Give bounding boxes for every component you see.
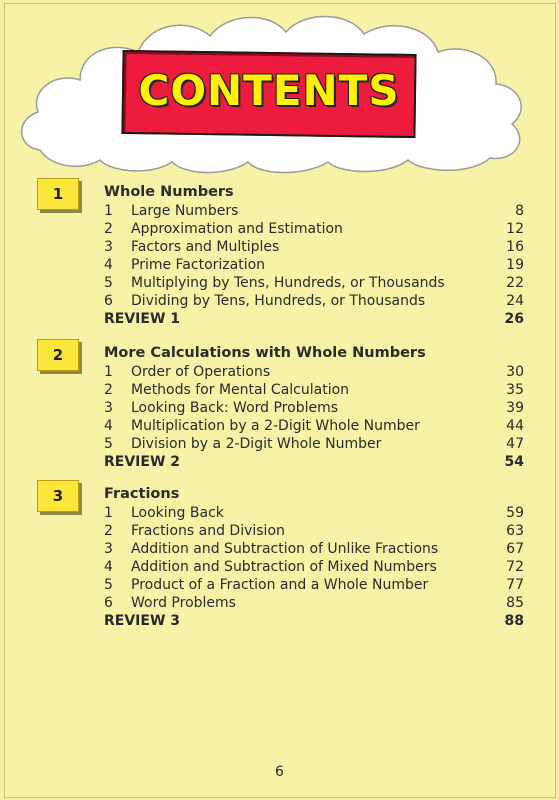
lesson-title: Methods for Mental Calculation	[131, 382, 350, 398]
lesson-title: Large Numbers	[131, 203, 239, 219]
lesson-number: 4	[104, 257, 113, 273]
lesson-number: 3	[104, 541, 113, 557]
review-entry[interactable]	[104, 612, 524, 630]
lesson-title: Looking Back: Word Problems	[131, 400, 339, 416]
lesson-title: Dividing by Tens, Hundreds, or Thousands	[131, 293, 426, 309]
lesson-number: 5	[104, 577, 113, 593]
page-number: 16	[506, 239, 524, 255]
review-label: REVIEW 3	[104, 613, 181, 629]
lesson-title: Fractions and Division	[131, 523, 285, 539]
page-number: 30	[506, 364, 524, 380]
review-label: REVIEW 1	[104, 311, 181, 327]
page-number: 24	[506, 293, 524, 309]
lesson-number: 4	[104, 559, 113, 575]
page-number: 35	[506, 382, 524, 398]
toc-entry[interactable]	[104, 381, 524, 399]
contents-banner	[121, 50, 416, 138]
page-number: 63	[506, 523, 524, 539]
page-number: 39	[506, 400, 524, 416]
toc-entry[interactable]	[104, 292, 524, 310]
page-number: 88	[504, 613, 524, 629]
page-number: 12	[506, 221, 524, 237]
toc-entry[interactable]	[104, 363, 524, 381]
lesson-title: Division by a 2-Digit Whole Number	[131, 436, 382, 452]
lesson-title: Word Problems	[131, 595, 236, 611]
lesson-title: Order of Operations	[131, 364, 271, 380]
lesson-number: 5	[104, 436, 113, 452]
lesson-number: 6	[104, 595, 113, 611]
chapter-number-badge: 3	[37, 480, 79, 512]
chapter-title: More Calculations with Whole Numbers	[104, 345, 426, 361]
review-label: REVIEW 2	[104, 454, 181, 470]
lesson-number: 5	[104, 275, 113, 291]
review-entry[interactable]	[104, 453, 524, 471]
toc-entry[interactable]	[104, 202, 524, 220]
lesson-number: 6	[104, 293, 113, 309]
toc-entry[interactable]	[104, 417, 524, 435]
page-number: 19	[506, 257, 524, 273]
lesson-title: Multiplication by a 2-Digit Whole Number	[131, 418, 420, 434]
lesson-number: 2	[104, 523, 113, 539]
page-number: 59	[506, 505, 524, 521]
lesson-number: 1	[104, 505, 113, 521]
lesson-title: Addition and Subtraction of Mixed Numbers	[131, 559, 437, 575]
lesson-number: 2	[104, 221, 113, 237]
toc-entry[interactable]	[104, 256, 524, 274]
page-title: CONTENTS	[138, 66, 400, 116]
page-number: 44	[506, 418, 524, 434]
toc-entry[interactable]	[104, 594, 524, 612]
lesson-title: Approximation and Estimation	[131, 221, 343, 237]
chapter-number-badge: 2	[37, 339, 79, 371]
lesson-title: Looking Back	[131, 505, 224, 521]
page-number: 22	[506, 275, 524, 291]
chapter-number-badge: 1	[37, 178, 79, 210]
page-number: 47	[506, 436, 524, 452]
toc-entry[interactable]	[104, 540, 524, 558]
toc-entry[interactable]	[104, 504, 524, 522]
chapter-title: Whole Numbers	[104, 184, 234, 200]
toc-entry[interactable]	[104, 238, 524, 256]
lesson-title: Prime Factorization	[131, 257, 266, 273]
chapter-title: Fractions	[104, 486, 180, 502]
page-number: 54	[504, 454, 524, 470]
toc-entry[interactable]	[104, 399, 524, 417]
lesson-title: Product of a Fraction and a Whole Number	[131, 577, 429, 593]
page-number-footer: 6	[275, 764, 284, 780]
page-number: 72	[506, 559, 524, 575]
page-number: 77	[506, 577, 524, 593]
lesson-title: Multiplying by Tens, Hundreds, or Thousands	[131, 275, 445, 291]
page-number: 85	[506, 595, 524, 611]
review-entry[interactable]	[104, 310, 524, 328]
page-number: 8	[515, 203, 524, 219]
toc-entry[interactable]	[104, 558, 524, 576]
toc-entry[interactable]	[104, 274, 524, 292]
page-number: 26	[504, 311, 524, 327]
lesson-number: 3	[104, 239, 113, 255]
lesson-number: 2	[104, 382, 113, 398]
lesson-title: Factors and Multiples	[131, 239, 280, 255]
page-number: 67	[506, 541, 524, 557]
toc-entry[interactable]	[104, 522, 524, 540]
toc-entry[interactable]	[104, 220, 524, 238]
lesson-title: Addition and Subtraction of Unlike Fractions	[131, 541, 439, 557]
lesson-number: 3	[104, 400, 113, 416]
lesson-number: 1	[104, 364, 113, 380]
lesson-number: 4	[104, 418, 113, 434]
lesson-number: 1	[104, 203, 113, 219]
toc-entry[interactable]	[104, 435, 524, 453]
toc-entry[interactable]	[104, 576, 524, 594]
